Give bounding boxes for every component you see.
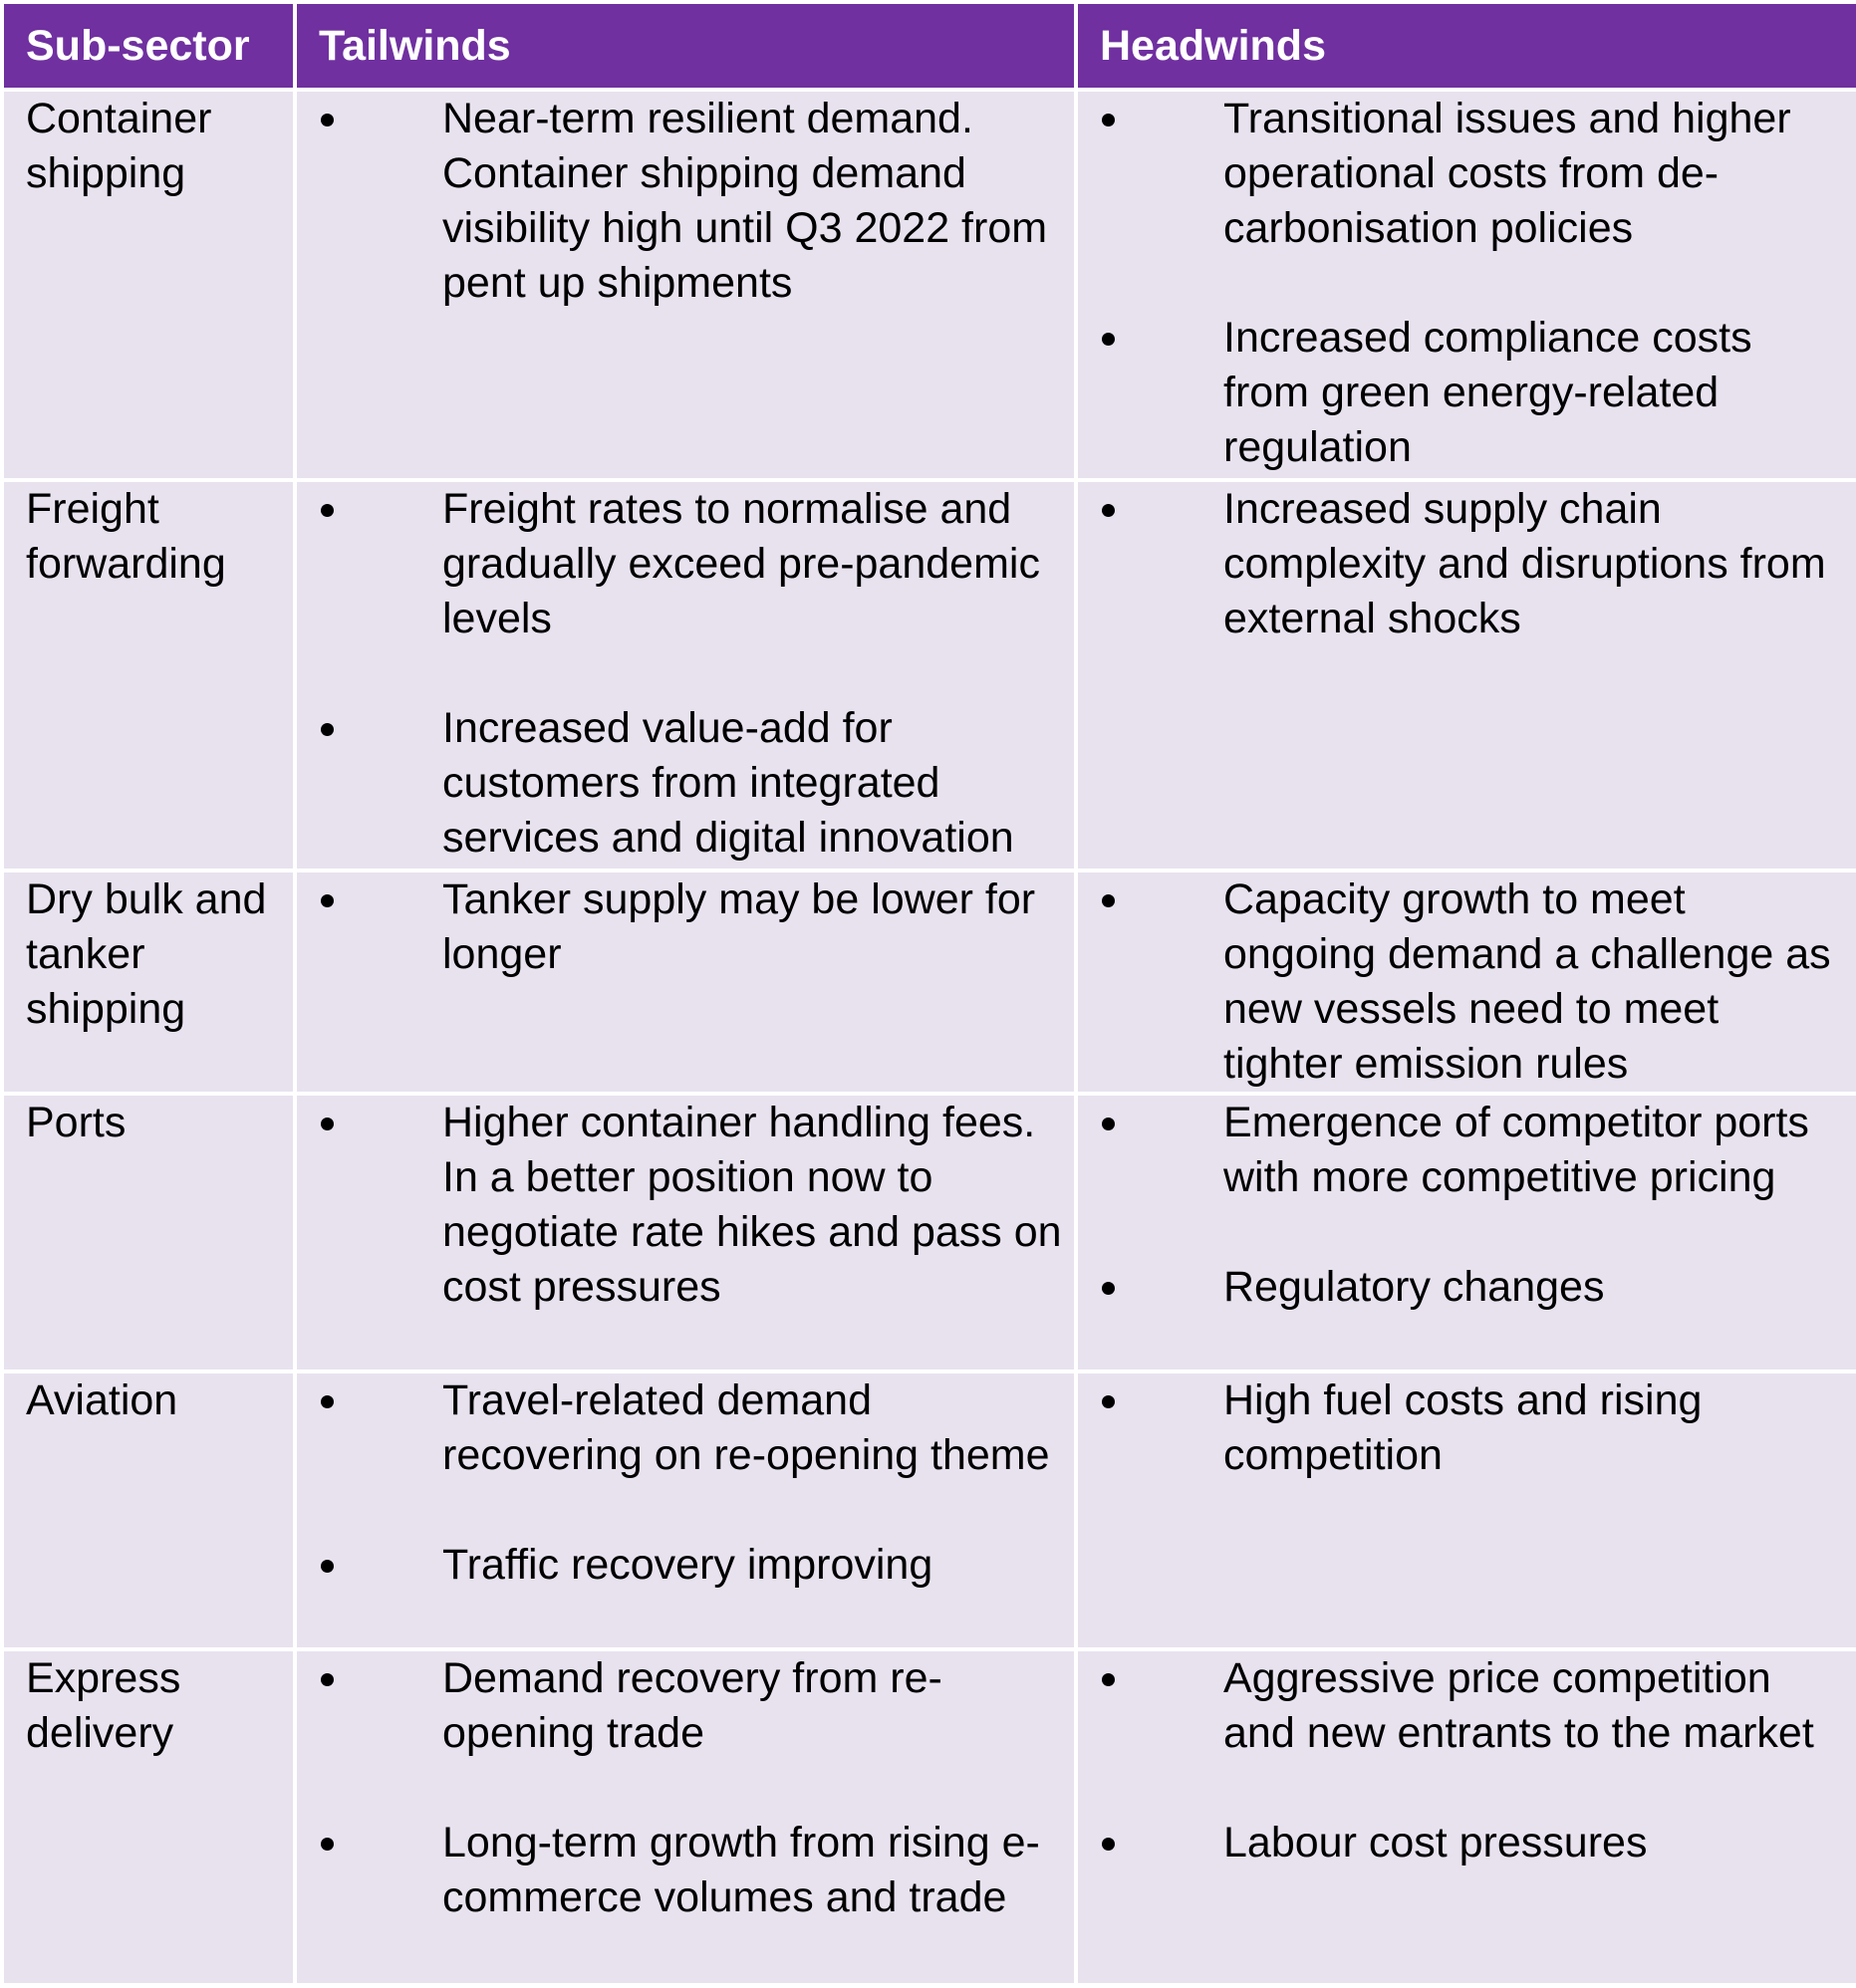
tailwinds-list xyxy=(297,1373,1074,1593)
tailwinds-list xyxy=(297,482,1074,866)
sub-sector-cell: Aviation xyxy=(4,1373,293,1647)
table-row xyxy=(4,872,1856,1092)
bullet-text: Emergence of competitor ports with more competitive pricing xyxy=(1223,1099,1809,1201)
sub-sector-cell: Ports xyxy=(4,1096,293,1369)
bullet-icon xyxy=(321,114,334,126)
bullet-text: Traffic recovery improving xyxy=(442,1541,933,1589)
bullet-text: Near-term resilient demand. Container shipping demand visibility high until Q3 2022 from pent up shipments xyxy=(442,95,1048,307)
headwinds-cell xyxy=(1078,1096,1856,1369)
bullet-icon xyxy=(321,1673,334,1686)
table-header xyxy=(4,4,1856,88)
bullet-icon xyxy=(1102,504,1115,517)
bullet-icon xyxy=(1102,1282,1115,1295)
bullet-icon xyxy=(321,1395,334,1408)
bullet-icon xyxy=(1102,1673,1115,1686)
list-item xyxy=(297,92,1074,311)
list-item xyxy=(297,1816,1074,1925)
bullet-text: Increased compliance costs from green energy-related regulation xyxy=(1223,314,1752,471)
headwinds-list xyxy=(1078,92,1856,475)
table-row xyxy=(4,1096,1856,1369)
bullet-text: Freight rates to normalise and gradually exceed pre-pandemic levels xyxy=(442,485,1040,642)
tailwinds-cell xyxy=(297,482,1074,869)
list-item xyxy=(297,1373,1074,1483)
headwinds-cell xyxy=(1078,872,1856,1092)
list-item xyxy=(1078,1373,1856,1483)
list-item xyxy=(297,701,1074,866)
header-row xyxy=(4,4,1856,88)
sub-sector-cell: Container shipping xyxy=(4,92,293,478)
bullet-text: Increased supply chain complexity and disruptions from external shocks xyxy=(1223,485,1826,642)
table-row xyxy=(4,92,1856,478)
table-row xyxy=(4,1651,1856,1983)
bullet-icon xyxy=(321,723,334,736)
bullet-icon xyxy=(1102,333,1115,346)
list-item xyxy=(1078,1816,1856,1870)
bullet-text: High fuel costs and rising competition xyxy=(1223,1376,1703,1479)
bullet-text: Demand recovery from re-opening trade xyxy=(442,1654,942,1757)
headwinds-list xyxy=(1078,1096,1856,1315)
bullet-icon xyxy=(1102,114,1115,126)
bullet-text: Capacity growth to meet ongoing demand a challenge as new vessels need to meet tighter emission rules xyxy=(1223,875,1831,1088)
list-item xyxy=(297,482,1074,646)
bullet-text: Transitional issues and higher operational costs from de-carbonisation policies xyxy=(1223,95,1791,252)
list-item xyxy=(1078,482,1856,646)
tailwinds-list xyxy=(297,872,1074,982)
bullet-icon xyxy=(321,504,334,517)
bullet-text: Aggressive price competition and new entrants to the market xyxy=(1223,1654,1814,1757)
table-row xyxy=(4,1373,1856,1647)
bullet-icon xyxy=(1102,1838,1115,1851)
header-sub-sector: Sub-sector xyxy=(4,4,293,88)
table-row xyxy=(4,482,1856,869)
bullet-icon xyxy=(1102,894,1115,907)
bullet-text: Labour cost pressures xyxy=(1223,1819,1648,1866)
bullet-text: Travel-related demand recovering on re-opening theme xyxy=(442,1376,1050,1479)
list-item xyxy=(1078,311,1856,475)
sub-sector-cell: Dry bulk and tanker shipping xyxy=(4,872,293,1092)
list-item xyxy=(297,872,1074,982)
bullet-text: Higher container handling fees. In a better position now to negotiate rate hikes and pass on cost pressures xyxy=(442,1099,1062,1311)
headwinds-cell xyxy=(1078,1651,1856,1983)
bullet-icon xyxy=(321,1118,334,1130)
bullet-text: Tanker supply may be lower for longer xyxy=(442,875,1036,978)
bullet-icon xyxy=(1102,1118,1115,1130)
tailwinds-cell xyxy=(297,1096,1074,1369)
table-body xyxy=(4,92,1856,1983)
bullet-icon xyxy=(321,1838,334,1851)
headwinds-list xyxy=(1078,872,1856,1092)
bullet-icon xyxy=(321,1560,334,1573)
tailwinds-list xyxy=(297,1651,1074,1925)
headwinds-list xyxy=(1078,1373,1856,1483)
headwinds-cell xyxy=(1078,1373,1856,1647)
bullet-text: Increased value-add for customers from integrated services and digital innovation xyxy=(442,704,1014,862)
tailwinds-cell xyxy=(297,92,1074,478)
headwinds-cell xyxy=(1078,482,1856,869)
header-tailwinds: Tailwinds xyxy=(297,4,1074,88)
list-item xyxy=(1078,1651,1856,1761)
sub-sector-cell: Freight forwarding xyxy=(4,482,293,869)
bullet-text: Regulatory changes xyxy=(1223,1263,1605,1311)
bullet-icon xyxy=(1102,1395,1115,1408)
list-item xyxy=(1078,1096,1856,1205)
list-item xyxy=(1078,92,1856,256)
tailwinds-cell xyxy=(297,1651,1074,1983)
list-item xyxy=(297,1538,1074,1593)
list-item xyxy=(297,1096,1074,1315)
headwinds-list xyxy=(1078,1651,1856,1870)
list-item xyxy=(297,1651,1074,1761)
tailwinds-list xyxy=(297,92,1074,311)
sub-sector-cell: Express delivery xyxy=(4,1651,293,1983)
tailwinds-cell xyxy=(297,872,1074,1092)
list-item xyxy=(1078,872,1856,1092)
headwinds-list xyxy=(1078,482,1856,646)
headwinds-cell xyxy=(1078,92,1856,478)
tailwinds-cell xyxy=(297,1373,1074,1647)
tailwinds-list xyxy=(297,1096,1074,1315)
list-item xyxy=(1078,1260,1856,1315)
header-headwinds: Headwinds xyxy=(1078,4,1856,88)
bullet-text: Long-term growth from rising e-commerce volumes and trade xyxy=(442,1819,1040,1921)
bullet-icon xyxy=(321,894,334,907)
